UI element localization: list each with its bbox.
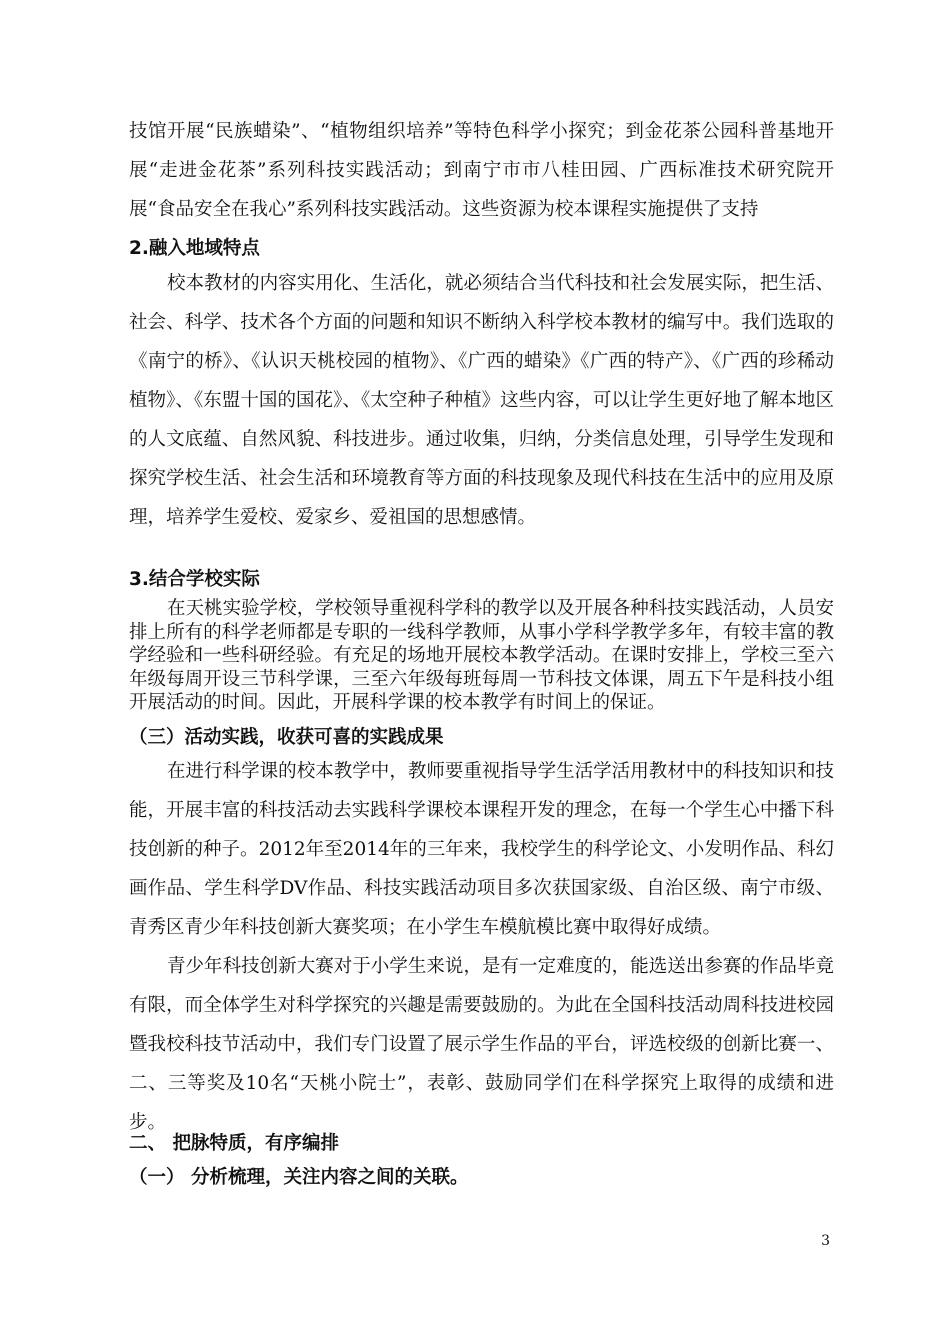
heading-regional-features: 2.融入地域特点: [129, 238, 260, 259]
heading-part-two: 二、 把脉特质，有序编排: [129, 1133, 339, 1154]
paragraph-regional-features: 校本教材的内容实用化、生活化，就必须结合当代科技和社会发展实际，把生活、社会、科学、技术各个方面的问题和知识不断纳入科学校本教材的编写中。我们选取的《南宁的桥》、《认识天桃校园的植物》、《广西的蜡染》《广西的特产》、《广西的珍稀动植物》、《东盟十国的国花》、《太空种子种植》这些内容，可以让学生更好地了解本地区的人文底蕴、自然风貌、科技进步。通过收集，归纳，分类信息处理，引导学生发现和探究学校生活、社会生活和环境教育等方面的科技现象及现代科技在生活中的应用及原理，培养学生爱校、爱家乡、爱祖国的思想感情。: [129, 273, 834, 528]
paragraph-school-reality: 在天桃实验学校，学校领导重视科学科的教学以及开展各种科技实践活动，人员安排上所有的科学老师都是专职的一线科学教师，从事小学科学教学多年，有较丰富的教学经验和一些科研经验。有充足的场地开展校本教学活动。在课时安排上，学校三至六年级每周开设三节科学课，三至六年级每班每周一节科技文体课，周五下午是科技小组开展活动的时间。因此，开展科学课的校本教学有时间上的保证。: [129, 598, 834, 713]
heading-subsection-one: （一） 分析梳理，关注内容之间的关联。: [129, 1167, 469, 1188]
page-number: 3: [821, 1233, 830, 1249]
paragraph-activities: 在进行科学课的校本教学中，教师要重视指导学生活学活用教材中的科技知识和技能，开展丰富的科技活动去实践科学课校本课程开发的理念，在每一个学生心中播下科技创新的种子。2012年至2014年的三年来，我校学生的科学论文、小发明作品、科幻画作品、学生科学DV作品、科技实践活动项目多次获国家级、自治区级、南宁市级、青秀区青少年科技创新大赛奖项；在小学生车模航模比赛中取得好成绩。: [129, 761, 834, 938]
heading-section-three: （三）活动实践，收获可喜的实践成果: [129, 727, 444, 748]
paragraph-resources: 技馆开展“民族蜡染”、“植物组织培养”等特色科学小探究；到金花茶公园科普基地开展“走进金花茶”系列科技实践活动；到南宁市市八桂田园、广西标准技术研究院开展“食品安全在我心”系列科技实践活动。这些资源为校本课程实施提供了支持: [129, 121, 834, 220]
paragraph-innovation-contest: 青少年科技创新大赛对于小学生来说，是有一定难度的，能选送出参赛的作品毕竟有限，而全体学生对科学探究的兴趣是需要鼓励的。为此在全国科技活动周科技进校园暨我校科技节活动中，我们专门设置了展示学生作品的平台，评选校级的创新比赛一、二、三等奖及10名“天桃小院士”，表彰、鼓励同学们在科学探究上取得的成绩和进步。: [129, 956, 834, 1133]
heading-school-reality: 3.结合学校实际: [129, 569, 260, 590]
